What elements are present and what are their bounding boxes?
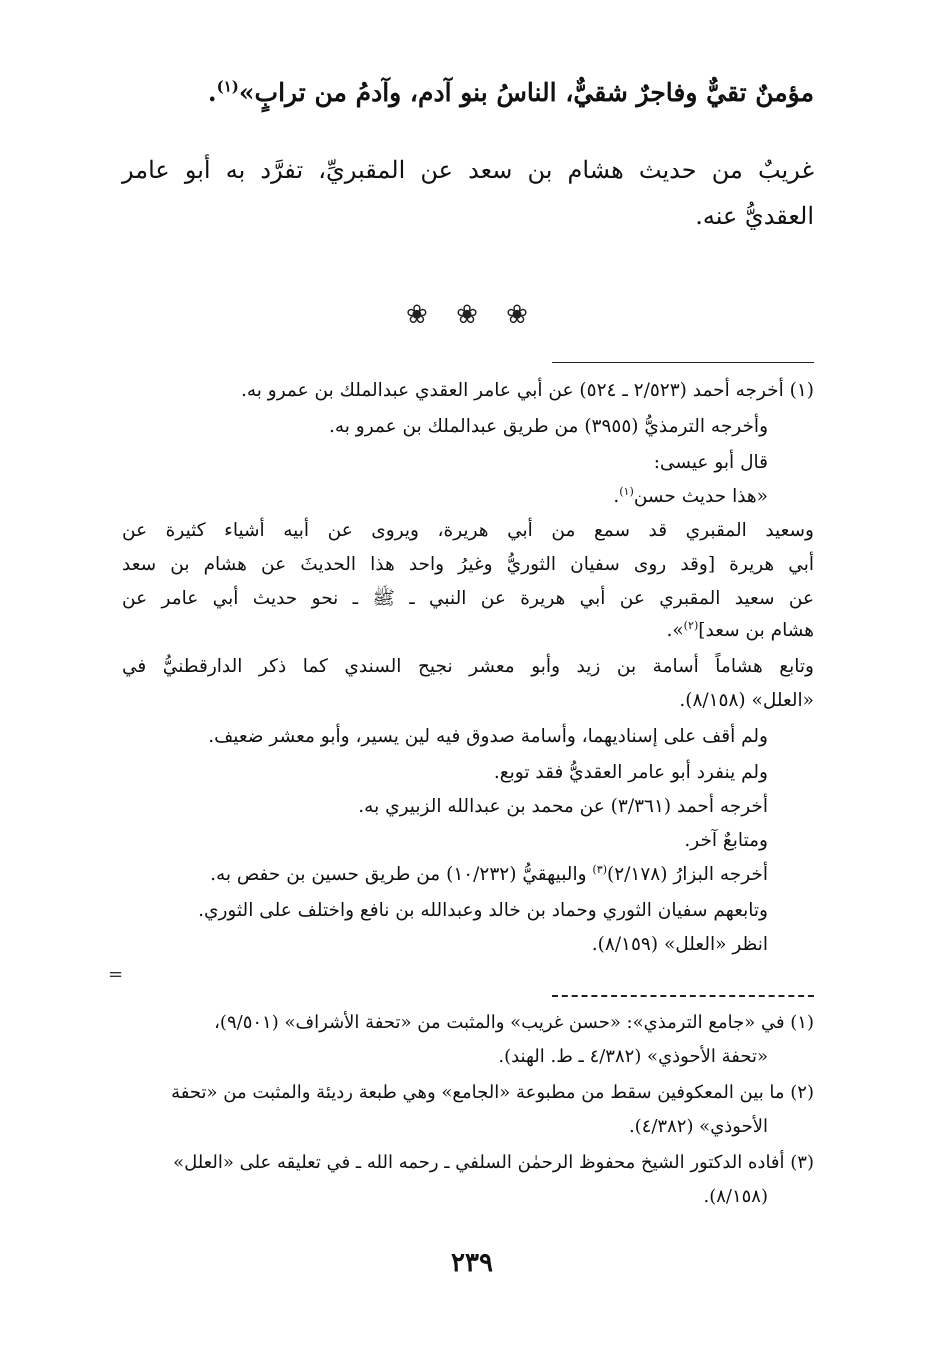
footnote-1-line-15 [210, 864, 768, 885]
footnote-1-line-17: انظر «العلل» (٨/١٥٩). [591, 934, 768, 955]
footnote-1-line-2: وأخرجه الترمذيُّ (٣٩٥٥) من طريق عبدالملك بن عمرو به. [328, 416, 768, 437]
footnote-1-line-7: عن سعيد المقبري عن أبي هريرة عن النبي ـ ﷺ ـ نحو حديث أبي عامر عن [122, 588, 814, 609]
footnote-1-line-8 [666, 620, 814, 641]
page-number: ٢٣٩ [451, 1248, 493, 1278]
subnote-separator-rule [552, 995, 814, 997]
footnote-1-line-4 [613, 486, 768, 507]
footnote-marker: (٢) [683, 618, 699, 632]
commentary-line-2: العقديُّ عنه. [695, 202, 814, 230]
footnote-1-line-6: أبي هريرة [وقد روى سفيان الثوريُّ وغيرُ واحد هذا الحديثَ عن هشام بن سعد [122, 554, 814, 575]
footnote-marker: (١) [216, 77, 239, 96]
footnote-1-line-14: ومتابعٌ آخر. [684, 830, 768, 851]
commentary-line-1: غريبٌ من حديث هشام بن سعد عن المقبريِّ، تفرَّد به أبو عامر [122, 156, 814, 184]
hadith-line [208, 78, 814, 107]
footnote-1-line-3: قال أبو عيسى: [653, 452, 768, 473]
subnote-1-line-1: (١) في «جامع الترمذي»: «حسن غريب» والمثبت من «تحفة الأشراف» (٩/٥٠١)، [214, 1012, 814, 1033]
footnote-1-line-13: أخرجه أحمد (٣/٣٦١) عن محمد بن عبدالله الزبيري به. [358, 796, 768, 817]
footnote-marker: (١) [619, 484, 634, 498]
footnote-1-line-16: وتابعهم سفيان الثوري وحماد بن خالد وعبدالله بن نافع واختلف على الثوري. [198, 900, 768, 921]
subnote-2-line-1: (٢) ما بين المعكوفين سقط من مطبوعة «الجامع» وهي طبعة رديئة والمثبت من «تحفة [171, 1082, 814, 1103]
footnote-marker: (٣) [592, 862, 608, 876]
footnote-1-line-11: ولم أقف على إسناديهما، وأسامة صدوق فيه لين يسير، وأبو معشر ضعيف. [208, 726, 768, 747]
subnote-3-line-2: (٨/١٥٨). [703, 1186, 768, 1207]
section-divider-ornament: ❀ ❀ ❀ [406, 300, 538, 330]
footnote-1-line-5: وسعيد المقبري قد سمع من أبي هريرة، ويروى عن أبيه أشياء كثيرة عن [122, 520, 814, 541]
citation-text: أخرجه البزارُ (٢/١٧٨) [607, 864, 768, 885]
quote-period: . [613, 486, 620, 507]
footnote-1-line-12: ولم ينفرد أبو عامر العقديُّ فقد توبع. [493, 762, 768, 783]
footnote-1-line-10: «العلل» (٨/١٥٨). [679, 690, 814, 711]
footnote-separator-rule [552, 362, 814, 363]
quote-text: هشام بن سعد] [698, 620, 814, 641]
hadith-text: مؤمنٌ تقيٌّ وفاجرٌ شقيٌّ، الناسُ بنو آدم، وآدمُ من ترابٍ» [238, 78, 814, 107]
hadith-period: . [207, 78, 217, 107]
footnote-1-line-9: وتابع هشاماً أسامة بن زيد وأبو معشر نجيح السندي كما ذكر الدارقطنيُّ في [122, 656, 814, 677]
quote-end: ». [666, 620, 684, 641]
citation-text-cont: والبيهقيُّ (١٠/٢٣٢) من طريق حسين بن حفص به. [210, 864, 593, 885]
subnote-1-line-2: «تحفة الأحوذي» (٤/٣٨٢ ـ ط. الهند). [498, 1046, 768, 1067]
quote-text: «هذا حديث حسن [633, 486, 768, 507]
subnote-3-line-1: (٣) أفاده الدكتور الشيخ محفوظ الرحمٰن السلفي ـ رحمه الله ـ في تعليقه على «العلل» [173, 1152, 814, 1173]
margin-continuation-mark: = [108, 964, 124, 985]
footnote-1-line-1: (١) أخرجه أحمد (٢/٥٢٣ ـ ٥٢٤) عن أبي عامر العقدي عبدالملك بن عمرو به. [240, 380, 814, 401]
subnote-2-line-2: الأحوذي» (٤/٣٨٢). [628, 1116, 768, 1137]
